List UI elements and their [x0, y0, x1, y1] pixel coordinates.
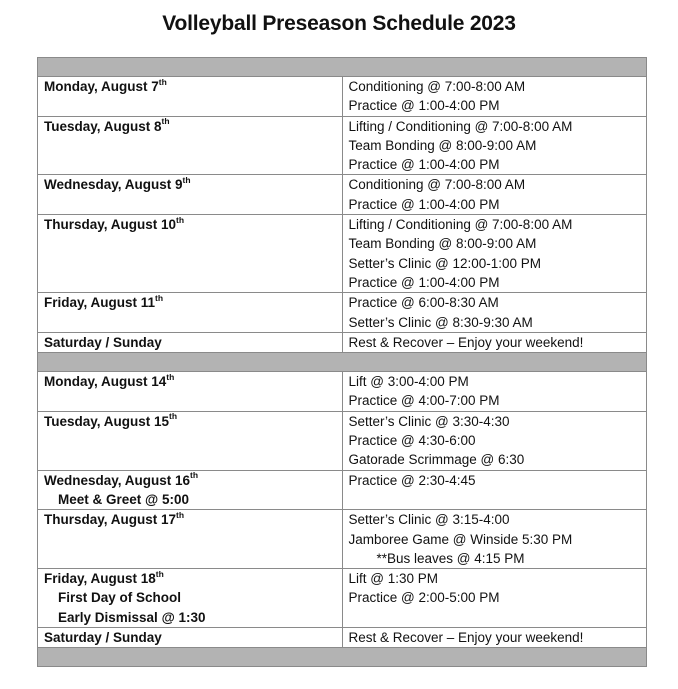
day-label: Saturday / Sunday [44, 630, 162, 646]
ordinal-suffix: th [155, 292, 164, 303]
ordinal-suffix: th [169, 411, 178, 422]
activity-item: Practice @ 6:00-8:30 AM [348, 295, 499, 311]
activity-item: Rest & Recover – Enjoy your weekend! [348, 334, 584, 350]
day-label: Monday, August 14 [44, 374, 167, 390]
day-cell [38, 411, 343, 470]
table-row [38, 293, 647, 333]
schedule-body [38, 58, 647, 667]
activity-item: Practice @ 4:30-6:00 [348, 433, 476, 449]
day-cell [38, 175, 343, 215]
activities-cell [342, 510, 647, 569]
ordinal-suffix: th [182, 174, 191, 185]
activities-cell [342, 569, 647, 628]
day-label: Friday, August 11 [44, 295, 156, 311]
activities-cell [342, 116, 647, 175]
activities-cell [342, 77, 647, 117]
activity-item: Practice @ 1:00-4:00 PM [348, 274, 500, 290]
day-label: Thursday, August 10 [44, 217, 177, 233]
day-label: Saturday / Sunday [44, 334, 162, 350]
table-row [38, 116, 647, 175]
table-row [38, 332, 647, 352]
activities-cell [342, 175, 647, 215]
activity-item: Practice @ 2:00-5:00 PM [348, 590, 500, 606]
day-cell [38, 510, 343, 569]
day-cell [38, 628, 343, 648]
ordinal-suffix: th [190, 470, 199, 481]
activity-item: Team Bonding @ 8:00-9:00 AM [348, 236, 537, 252]
table-row [38, 510, 647, 569]
day-note: Meet & Greet @ 5:00 [58, 491, 189, 507]
day-note: Early Dismissal @ 1:30 [58, 609, 206, 625]
activity-item: Lifting / Conditioning @ 7:00-8:00 AM [348, 217, 573, 233]
activity-item: Gatorade Scrimmage @ 6:30 [348, 452, 525, 468]
activities-cell [342, 293, 647, 333]
day-cell [38, 332, 343, 352]
activity-item: Practice @ 1:00-4:00 PM [348, 196, 500, 212]
activities-cell [342, 332, 647, 352]
table-row [38, 215, 647, 293]
week-separator [38, 58, 647, 77]
day-label: Wednesday, August 9 [44, 177, 183, 193]
table-row [38, 569, 647, 628]
schedule-table [37, 57, 647, 667]
table-row [38, 175, 647, 215]
activities-cell [342, 411, 647, 470]
page-title: Volleyball Preseason Schedule 2023 [162, 12, 516, 35]
day-cell [38, 470, 343, 510]
day-cell [38, 293, 343, 333]
activity-item: Jamboree Game @ Winside 5:30 PM [348, 531, 573, 547]
day-note: First Day of School [58, 590, 182, 606]
ordinal-suffix: th [161, 116, 170, 127]
day-label: Tuesday, August 15 [44, 413, 170, 429]
day-cell [38, 372, 343, 412]
ordinal-suffix: th [158, 76, 167, 87]
activity-item: Practice @ 1:00-4:00 PM [348, 98, 500, 114]
activity-item: Conditioning @ 7:00-8:00 AM [348, 79, 526, 94]
table-row [38, 372, 647, 412]
table-row [38, 628, 647, 648]
activity-item: Setter’s Clinic @ 3:30-4:30 [348, 413, 510, 429]
activities-cell [342, 628, 647, 648]
table-row [38, 411, 647, 470]
ordinal-suffix: th [166, 371, 175, 382]
table-row [38, 470, 647, 510]
activities-cell [342, 372, 647, 412]
activity-item: Practice @ 2:30-4:45 [348, 472, 476, 488]
activity-item: Practice @ 1:00-4:00 PM [348, 157, 500, 173]
activity-item: **Bus leaves @ 4:15 PM [376, 550, 525, 566]
ordinal-suffix: th [155, 568, 164, 579]
day-cell [38, 77, 343, 117]
day-cell [38, 569, 343, 628]
day-label: Tuesday, August 8 [44, 118, 162, 134]
day-label: Thursday, August 17 [44, 512, 177, 528]
day-label: Wednesday, August 16 [44, 472, 191, 488]
day-cell [38, 215, 343, 293]
activity-item: Practice @ 4:00-7:00 PM [348, 393, 500, 409]
end-separator [38, 648, 647, 667]
day-cell [38, 116, 343, 175]
activities-cell [342, 215, 647, 293]
activity-item: Lift @ 1:30 PM [348, 571, 438, 587]
ordinal-suffix: th [176, 214, 185, 225]
activity-item: Setter’s Clinic @ 3:15-4:00 [348, 512, 510, 528]
activity-item: Lifting / Conditioning @ 7:00-8:00 AM [348, 118, 573, 134]
separator-cell [38, 58, 647, 77]
activity-item: Conditioning @ 7:00-8:00 AM [348, 177, 526, 193]
day-label: Monday, August 7 [44, 79, 159, 94]
activity-item: Setter’s Clinic @ 12:00-1:00 PM [348, 255, 542, 271]
activity-item: Lift @ 3:00-4:00 PM [348, 374, 469, 390]
separator-cell [38, 353, 647, 372]
activity-item: Rest & Recover – Enjoy your weekend! [348, 630, 584, 646]
ordinal-suffix: th [176, 509, 185, 520]
table-row [38, 77, 647, 117]
separator-cell [38, 648, 647, 667]
activity-item: Team Bonding @ 8:00-9:00 AM [348, 137, 537, 153]
day-label: Friday, August 18 [44, 571, 156, 587]
activity-item: Setter’s Clinic @ 8:30-9:30 AM [348, 314, 533, 330]
week-separator [38, 353, 647, 372]
activities-cell [342, 470, 647, 510]
